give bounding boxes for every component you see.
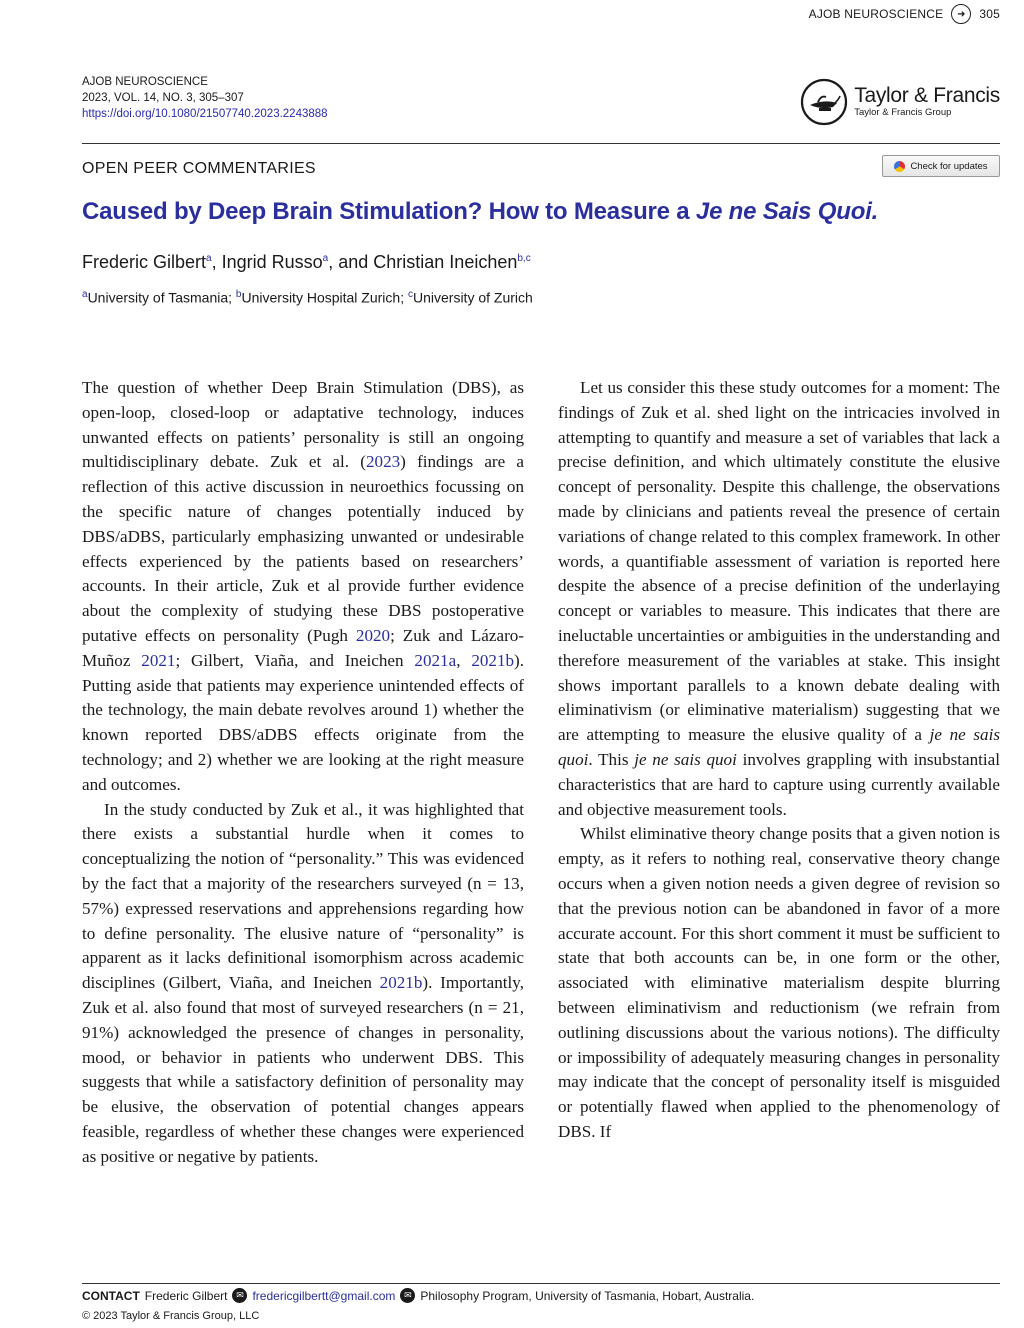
copyright: © 2023 Taylor & Francis Group, LLC bbox=[82, 1310, 260, 1322]
citation-link[interactable]: 2021a bbox=[414, 650, 457, 670]
citation-link[interactable]: 2021 bbox=[141, 650, 176, 670]
journal-volume: 2023, VOL. 14, NO. 3, 305–307 bbox=[82, 92, 244, 104]
journal-meta bbox=[82, 74, 328, 122]
affiliations: $^a$University of Tasmania; $^b$University Hospital Zurich; $^c$University of Zurich bbox=[82, 289, 533, 306]
citation-link[interactable]: 2023 bbox=[365, 452, 401, 472]
contact-label: CONTACT bbox=[82, 1288, 140, 1303]
section-label: OPEN PEER COMMENTARIES bbox=[82, 160, 316, 177]
article-title: Caused by Deep Brain Stimulation? How to Measure a Je ne Sais Quoi. bbox=[82, 198, 879, 225]
citation-link[interactable]: 2021b bbox=[379, 973, 423, 993]
doi-link[interactable]: https://doi.org/10.1080/21507740.2023.2243888 bbox=[82, 108, 328, 120]
crossmark-icon bbox=[894, 161, 905, 172]
running-header bbox=[809, 4, 1000, 24]
contact-name: Frederic Gilbert bbox=[144, 1288, 228, 1303]
publisher-logo[interactable] bbox=[800, 78, 1000, 126]
mail-icon: ✉ bbox=[400, 1288, 415, 1303]
publisher-brand: Taylor & Francis bbox=[854, 84, 1000, 107]
paragraph: In the study conducted by Zuk et al., it was highlighted that there exists a substantial hurdle when it comes to conceptualizing the notion of “personality.” This was evidenced by the fact that a majority of the researchers surveyed (n = 13, 57%) expressed reservations and apprehensions regarding how to define personality. The elusive nature of “personality” is apparent as it lacks definitional isomorphism across academic disciplines (Gilbert, Viaña, and Ineichen 2021b). Importantly, Zuk et al. also found that most of surveyed researchers (n = 21, 91%) acknowledged the presence of changes in personality, mood, or behavior in patients who underwent DBS. This suggests that while a satisfactory definition of personality may be elusive, the observation of potential changes appears feasible, regardless of whether these changes were experienced as positive or negative by patients. bbox=[82, 799, 524, 1166]
author-list: Frederic Gilbert$^a$, Ingrid Russo$^a$, and Christian Ineichen$^{b,c}$ bbox=[82, 252, 531, 272]
journal-name: AJOB NEUROSCIENCE bbox=[82, 76, 208, 88]
paragraph: The question of whether Deep Brain Stimulation (DBS), as open-loop, closed-loop or adaptative technology, induces unwanted effects on patients’ personality is still an ongoing multidisciplinary debate. Zuk et al. (2023) findings are a reflection of this active discussion in neuroethics focussing on the specific nature of changes potentially induced by DBS/aDBS, particularly emphasizing unwanted or undesirable effects experienced by the patients based on researchers’ accounts. In their article, Zuk et al provide further evidence about the complexity of studying these DBS postoperative putative effects on personality (Pugh 2020; Zuk and Lázaro-Muñoz 2021; Gilbert, Viaña, and Ineichen 2021a, 2021b). Putting aside that patients may experience unintended effects of the technology, the main debate revolves around 1) whether the known reported DBS/aDBS effects originate from the technology; and 2) whether we are looking at the right measure and outcomes. bbox=[82, 378, 525, 794]
publisher-group: Taylor & Francis Group bbox=[854, 107, 952, 118]
arrow-icon: ➜ bbox=[951, 4, 971, 24]
contact-address: Philosophy Program, University of Tasmania, Hobart, Australia. bbox=[420, 1288, 755, 1303]
header-rule bbox=[82, 143, 1000, 144]
citation-link[interactable]: 2021b bbox=[471, 650, 515, 670]
paragraph: Whilst eliminative theory change posits that a given notion is empty, as it refers to nothing real, conservative theory change occurs when a given notion needs a given degree of revision so that the previous notion can be abandoned in favor of a more accurate account. For this short comment it must be sufficient to state that both accounts can be, in one form or the other, associated with eliminative materialism despite blurring between eliminativism and reductionism (we refrain from outlining discussions about the various notions). The difficulty or impossibility of adequately measuring changes in personality may indicate that the concept of personality itself is misguided or potentially flawed when applied to the phenomenology of DBS. If bbox=[558, 824, 1000, 1141]
envelope-icon: ✉ bbox=[232, 1288, 247, 1303]
body-column-left bbox=[82, 376, 524, 1170]
running-header-journal: AJOB NEUROSCIENCE bbox=[808, 7, 944, 21]
citation-link[interactable]: 2020 bbox=[355, 625, 391, 645]
running-header-page: 305 bbox=[979, 7, 1000, 21]
footer-rule bbox=[82, 1283, 1000, 1284]
body-column-right bbox=[558, 376, 1000, 1145]
check-updates-label: Check for updates bbox=[910, 160, 988, 172]
check-updates-button[interactable] bbox=[882, 155, 1000, 177]
lamp-logo-icon bbox=[800, 78, 848, 126]
paragraph: Let us consider this these study outcomes for a moment: The findings of Zuk et al. shed light on the intricacies involved in attempting to quantify and measure a set of variables that lack a precise definition, and which ultimately constitute the elusive concept of personality. Despite this challenge, the observations made by clinicians and patients reveal the presence of certain variations of change related to this complex framework. In other words, a quantifiable assessment of variation is reported here despite the absence of a precise definition of the underlaying concept or variables to measure. This indicates that there are ineluctable uncertainties or ambiguities in the understanding and therefore measurement of the variables at stake. This insight shows important parallels to a known debate dealing with eliminativism (or eliminative materialism) suggesting that we are attempting to measure the elusive quality of a je ne sais quoi. This je ne sais quoi involves grappling with insubstantial characteristics that are hard to capture using currently available and objective measurement tools. bbox=[558, 378, 1000, 819]
contact-footer bbox=[82, 1288, 1000, 1303]
contact-email-link[interactable]: fredericgilbertt@gmail.com bbox=[252, 1288, 396, 1303]
